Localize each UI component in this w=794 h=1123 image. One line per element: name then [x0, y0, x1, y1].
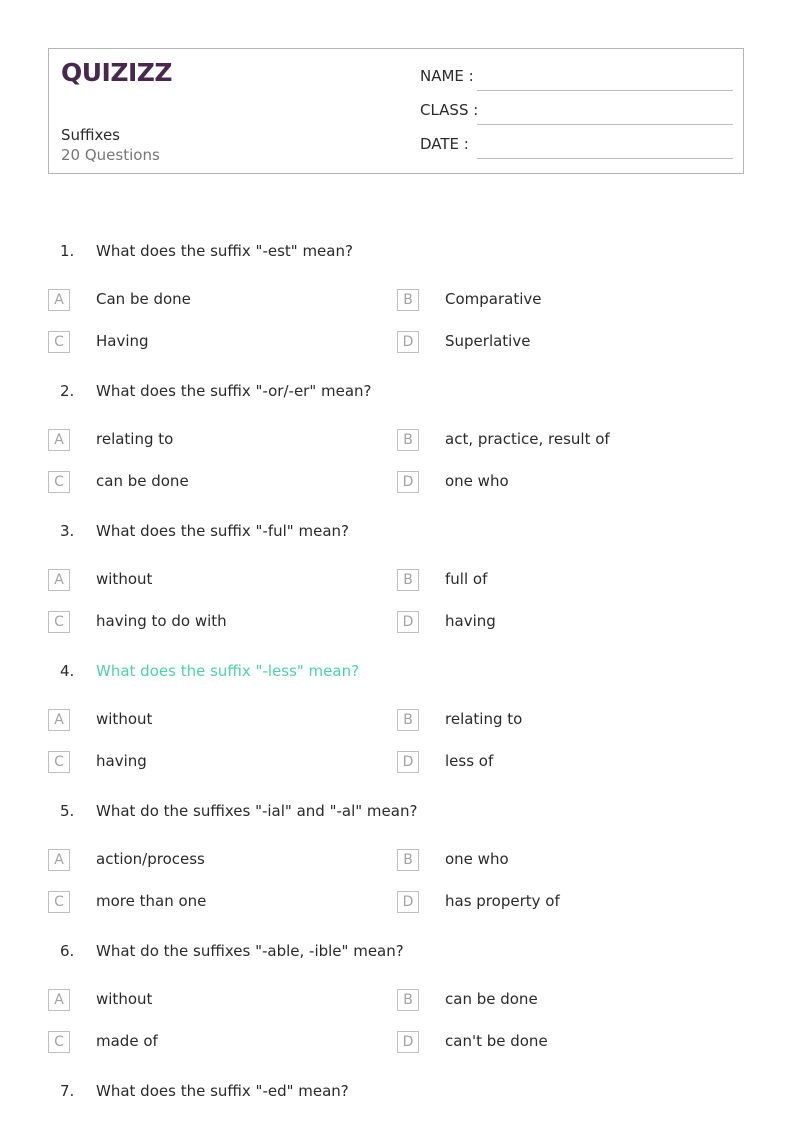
- option-letter: A: [48, 989, 70, 1011]
- option-text: relating to: [96, 430, 174, 448]
- option-text: relating to: [445, 710, 523, 728]
- option-text: act, practice, result of: [445, 430, 610, 448]
- option-letter: C: [48, 1031, 70, 1053]
- option-letter: B: [397, 289, 419, 311]
- option-letter: C: [48, 331, 70, 353]
- question-number: 4.: [60, 662, 75, 680]
- option-letter: A: [48, 289, 70, 311]
- class-line[interactable]: [477, 124, 733, 125]
- option-letter: B: [397, 849, 419, 871]
- option-letter: B: [397, 569, 419, 591]
- option-letter: B: [397, 989, 419, 1011]
- option-letter: D: [397, 471, 419, 493]
- worksheet-header: [48, 48, 744, 174]
- option-text: without: [96, 990, 153, 1008]
- option-text: can be done: [445, 990, 538, 1008]
- option-text: one who: [445, 850, 509, 868]
- question-number: 1.: [60, 242, 75, 260]
- question-count: 20 Questions: [61, 146, 160, 164]
- option-text: having: [96, 752, 147, 770]
- option-text: Can be done: [96, 290, 191, 308]
- date-field[interactable]: [420, 135, 733, 159]
- option-letter: A: [48, 849, 70, 871]
- question-text: What does the suffix "-ful" mean?: [96, 522, 349, 540]
- option-letter: A: [48, 569, 70, 591]
- option-letter: C: [48, 611, 70, 633]
- option-text: having to do with: [96, 612, 227, 630]
- option-letter: D: [397, 611, 419, 633]
- option-letter: D: [397, 751, 419, 773]
- option-letter: C: [48, 891, 70, 913]
- option-text: more than one: [96, 892, 207, 910]
- option-text: action/process: [96, 850, 205, 868]
- question-text: What does the suffix "-or/-er" mean?: [96, 382, 372, 400]
- option-letter: C: [48, 751, 70, 773]
- option-text: can't be done: [445, 1032, 548, 1050]
- date-label: DATE :: [420, 135, 469, 153]
- question-number: 3.: [60, 522, 75, 540]
- option-letter: D: [397, 331, 419, 353]
- question-text: What does the suffix "-ed" mean?: [96, 1082, 349, 1100]
- name-line[interactable]: [477, 90, 733, 91]
- option-text: full of: [445, 570, 488, 588]
- name-label: NAME :: [420, 67, 474, 85]
- date-line[interactable]: [477, 158, 733, 159]
- question-text: What do the suffixes "-able, -ible" mean?: [96, 942, 404, 960]
- question-number: 2.: [60, 382, 75, 400]
- option-letter: D: [397, 1031, 419, 1053]
- option-text: one who: [445, 472, 509, 490]
- name-field[interactable]: [420, 67, 733, 91]
- option-text: Superlative: [445, 332, 531, 350]
- option-letter: A: [48, 429, 70, 451]
- option-text: without: [96, 570, 153, 588]
- question-text: What do the suffixes "-ial" and "-al" mean?: [96, 802, 418, 820]
- option-text: Having: [96, 332, 149, 350]
- option-text: can be done: [96, 472, 189, 490]
- option-text: without: [96, 710, 153, 728]
- question-number: 7.: [60, 1082, 75, 1100]
- worksheet-title: Suffixes: [61, 126, 120, 144]
- question-number: 5.: [60, 802, 75, 820]
- option-letter: D: [397, 891, 419, 913]
- class-label: CLASS :: [420, 101, 479, 119]
- question-text: What does the suffix "-est" mean?: [96, 242, 353, 260]
- option-text: has property of: [445, 892, 560, 910]
- quizizz-logo: QUIZIZZ: [61, 58, 173, 87]
- option-text: having: [445, 612, 496, 630]
- option-letter: B: [397, 709, 419, 731]
- option-letter: C: [48, 471, 70, 493]
- option-letter: B: [397, 429, 419, 451]
- question-text-highlighted: What does the suffix "-less" mean?: [96, 662, 360, 680]
- option-text: Comparative: [445, 290, 542, 308]
- option-text: less of: [445, 752, 494, 770]
- option-letter: A: [48, 709, 70, 731]
- option-text: made of: [96, 1032, 158, 1050]
- question-number: 6.: [60, 942, 75, 960]
- class-field[interactable]: [420, 101, 733, 125]
